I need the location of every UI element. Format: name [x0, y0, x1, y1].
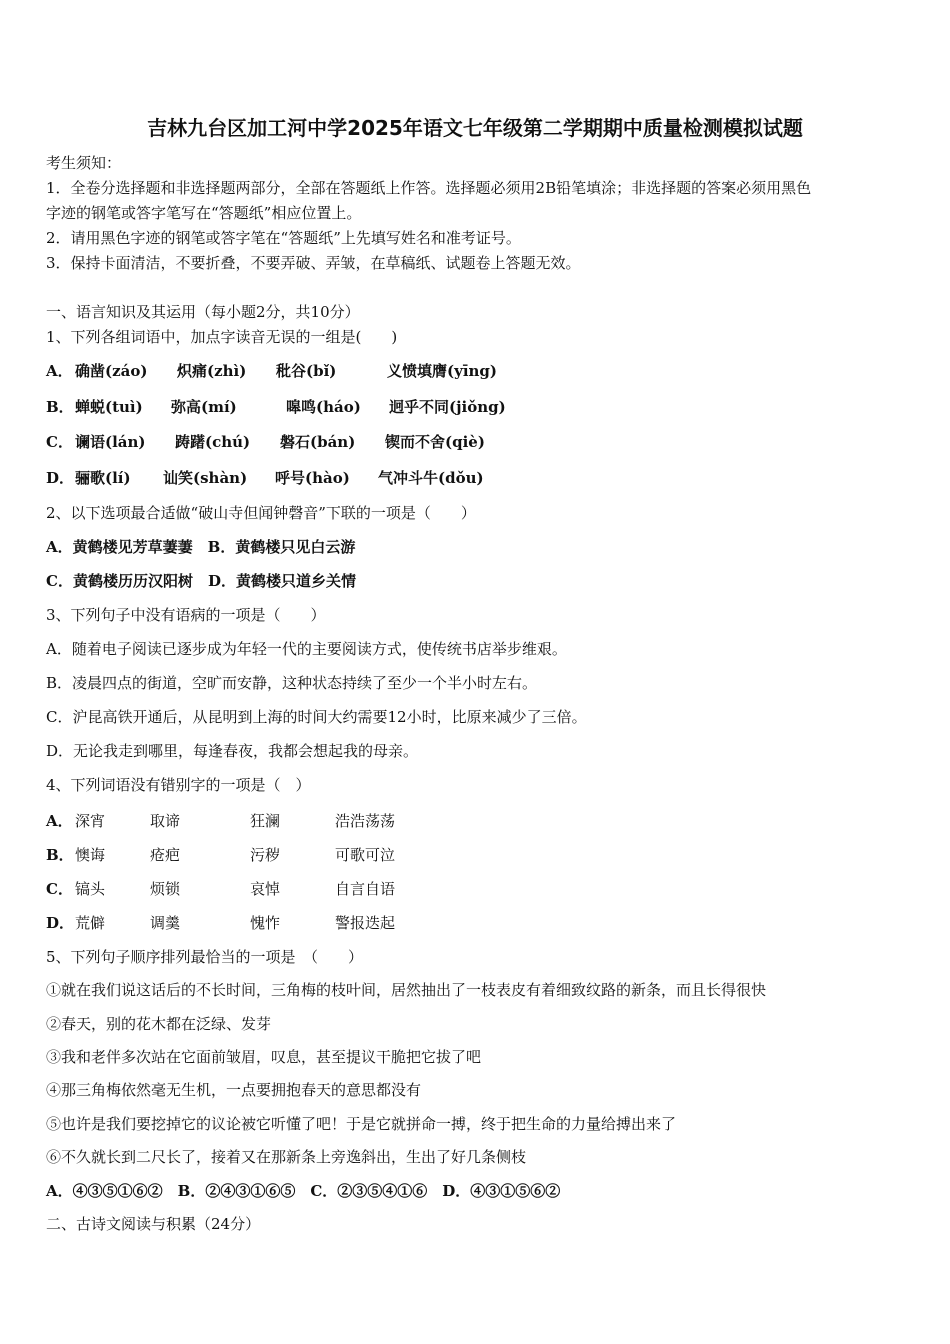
option-item: 讪笑(shàn)	[163, 469, 248, 487]
section-1-heading: 一、语言知识及其运用（每小题2分，共10分）	[46, 303, 360, 321]
option-label: C．	[46, 433, 73, 451]
option-item: 磐石(bán)	[280, 433, 356, 451]
option-item: 狂澜	[250, 812, 281, 830]
option-label: D．	[46, 914, 75, 932]
option-item: 可歌可泣	[335, 846, 396, 864]
option-item: 疮疤	[150, 846, 181, 864]
question-3-option-b: B．凌晨四点的街道，空旷而安静，这种状态持续了至少一个半小时左右。	[46, 674, 538, 692]
option-item: 义愤填膺(yīng)	[387, 362, 498, 380]
option-item: 炽痛(zhì)	[177, 362, 247, 380]
question-2-stem: 2、以下选项最合适做“破山寺但闻钟磬音”下联的一项是（ ）	[46, 504, 476, 522]
option-item: 蝉蜕(tuì)	[75, 398, 143, 416]
option-label: C．	[46, 880, 73, 898]
option-item: 锲而不舍(qiè)	[385, 433, 485, 451]
question-5-sentence-5: ⑤也许是我们要挖掉它的议论被它听懂了吧！于是它就拼命一搏，终于把生命的力量给搏出来了	[46, 1115, 677, 1133]
section-2-heading: 二、古诗文阅读与积累（24分）	[46, 1215, 261, 1233]
question-2-options-cd: C．黄鹤楼历历汉阳树 D．黄鹤楼只道乡关情	[46, 572, 356, 590]
question-3-option-d: D．无论我走到哪里，每逢春夜，我都会想起我的母亲。	[46, 742, 419, 760]
option-item: 荒僻	[75, 914, 106, 932]
question-4-stem: 4、下列词语没有错别字的一项是（ ）	[46, 776, 311, 794]
option-item: 深宵	[75, 812, 106, 830]
question-5-sentence-2: ②春天，别的花木都在泛绿、发芽	[46, 1015, 272, 1033]
question-5-stem: 5、下列句子顺序排列最恰当的一项是 （ ）	[46, 948, 364, 966]
option-item: 取谛	[150, 812, 181, 830]
notice-item-1-line-2: 字迹的钢笔或答字笔写在“答题纸”相应位置上。	[46, 204, 362, 222]
option-item: 污秽	[250, 846, 281, 864]
question-3-stem: 3、下列句子中没有语病的一项是（ ）	[46, 606, 326, 624]
question-5-sentence-1: ①就在我们说这话后的不长时间，三角梅的枝叶间，居然抽出了一枝表皮有着细致纹路的新条，而且长得很快	[46, 981, 767, 999]
option-item: 自言自语	[335, 880, 396, 898]
option-item: 秕谷(bǐ)	[276, 362, 337, 380]
question-5-sentence-6: ⑥不久就长到二尺长了，接着又在那新条上旁逸斜出，生出了好几条侧枝	[46, 1148, 527, 1166]
option-item: 懊诲	[75, 846, 106, 864]
question-2-options-ab: A．黄鹤楼见芳草萋萋 B．黄鹤楼只见白云游	[46, 538, 356, 556]
notice-item-2: 2．请用黑色字迹的钢笔或答字笔在“答题纸”上先填写姓名和准考证号。	[46, 229, 521, 247]
option-item: 调羹	[150, 914, 181, 932]
option-label: A．	[46, 812, 73, 830]
notice-item-3: 3．保持卡面清洁，不要折叠，不要弄破、弄皱，在草稿纸、试题卷上答题无效。	[46, 254, 581, 272]
notice-item-1-line-1: 1．全卷分选择题和非选择题两部分，全部在答题纸上作答。选择题必须用2B铅笔填涂；非选择题的答案必须用黑色	[46, 179, 812, 197]
option-label: B．	[46, 398, 74, 416]
question-3-option-a: A．随着电子阅读已逐步成为年轻一代的主要阅读方式，使传统书店举步维艰。	[46, 640, 567, 658]
option-label: D．	[46, 469, 75, 487]
option-item: 弥高(mí)	[171, 398, 237, 416]
option-item: 谰语(lán)	[75, 433, 146, 451]
option-item: 愧怍	[250, 914, 281, 932]
question-3-option-c: C．沪昆高铁开通后，从昆明到上海的时间大约需要12小时，比原来减少了三倍。	[46, 708, 587, 726]
notice-heading: 考生须知：	[46, 154, 122, 172]
option-item: 哀悼	[250, 880, 281, 898]
option-item: 踌躇(chú)	[175, 433, 251, 451]
option-item: 迥乎不同(jiǒng)	[389, 398, 506, 416]
option-label: A．	[46, 362, 73, 380]
option-item: 气冲斗牛(dǒu)	[378, 469, 484, 487]
option-item: 嗥鸣(háo)	[286, 398, 361, 416]
question-5-sentence-3: ③我和老伴多次站在它面前皱眉，叹息，甚至提议干脆把它拔了吧	[46, 1048, 482, 1066]
question-1-stem: 1、下列各组词语中，加点字读音无误的一组是( )	[46, 328, 398, 346]
option-label: B．	[46, 846, 74, 864]
option-item: 浩浩荡荡	[335, 812, 396, 830]
option-item: 警报迭起	[335, 914, 396, 932]
option-item: 呼号(hào)	[275, 469, 350, 487]
option-item: 镐头	[75, 880, 106, 898]
page-title: 吉林九台区加工河中学2025年语文七年级第二学期期中质量检测模拟试题	[147, 116, 803, 140]
question-5-options: A．④③⑤①⑥② B．②④③①⑥⑤ C．②③⑤④①⑥ D．④③①⑤⑥②	[46, 1182, 561, 1200]
option-item: 烦锁	[150, 880, 181, 898]
option-item: 确凿(záo)	[75, 362, 148, 380]
option-item: 骊歌(lí)	[75, 469, 131, 487]
question-5-sentence-4: ④那三角梅依然毫无生机，一点要拥抱春天的意思都没有	[46, 1081, 422, 1099]
